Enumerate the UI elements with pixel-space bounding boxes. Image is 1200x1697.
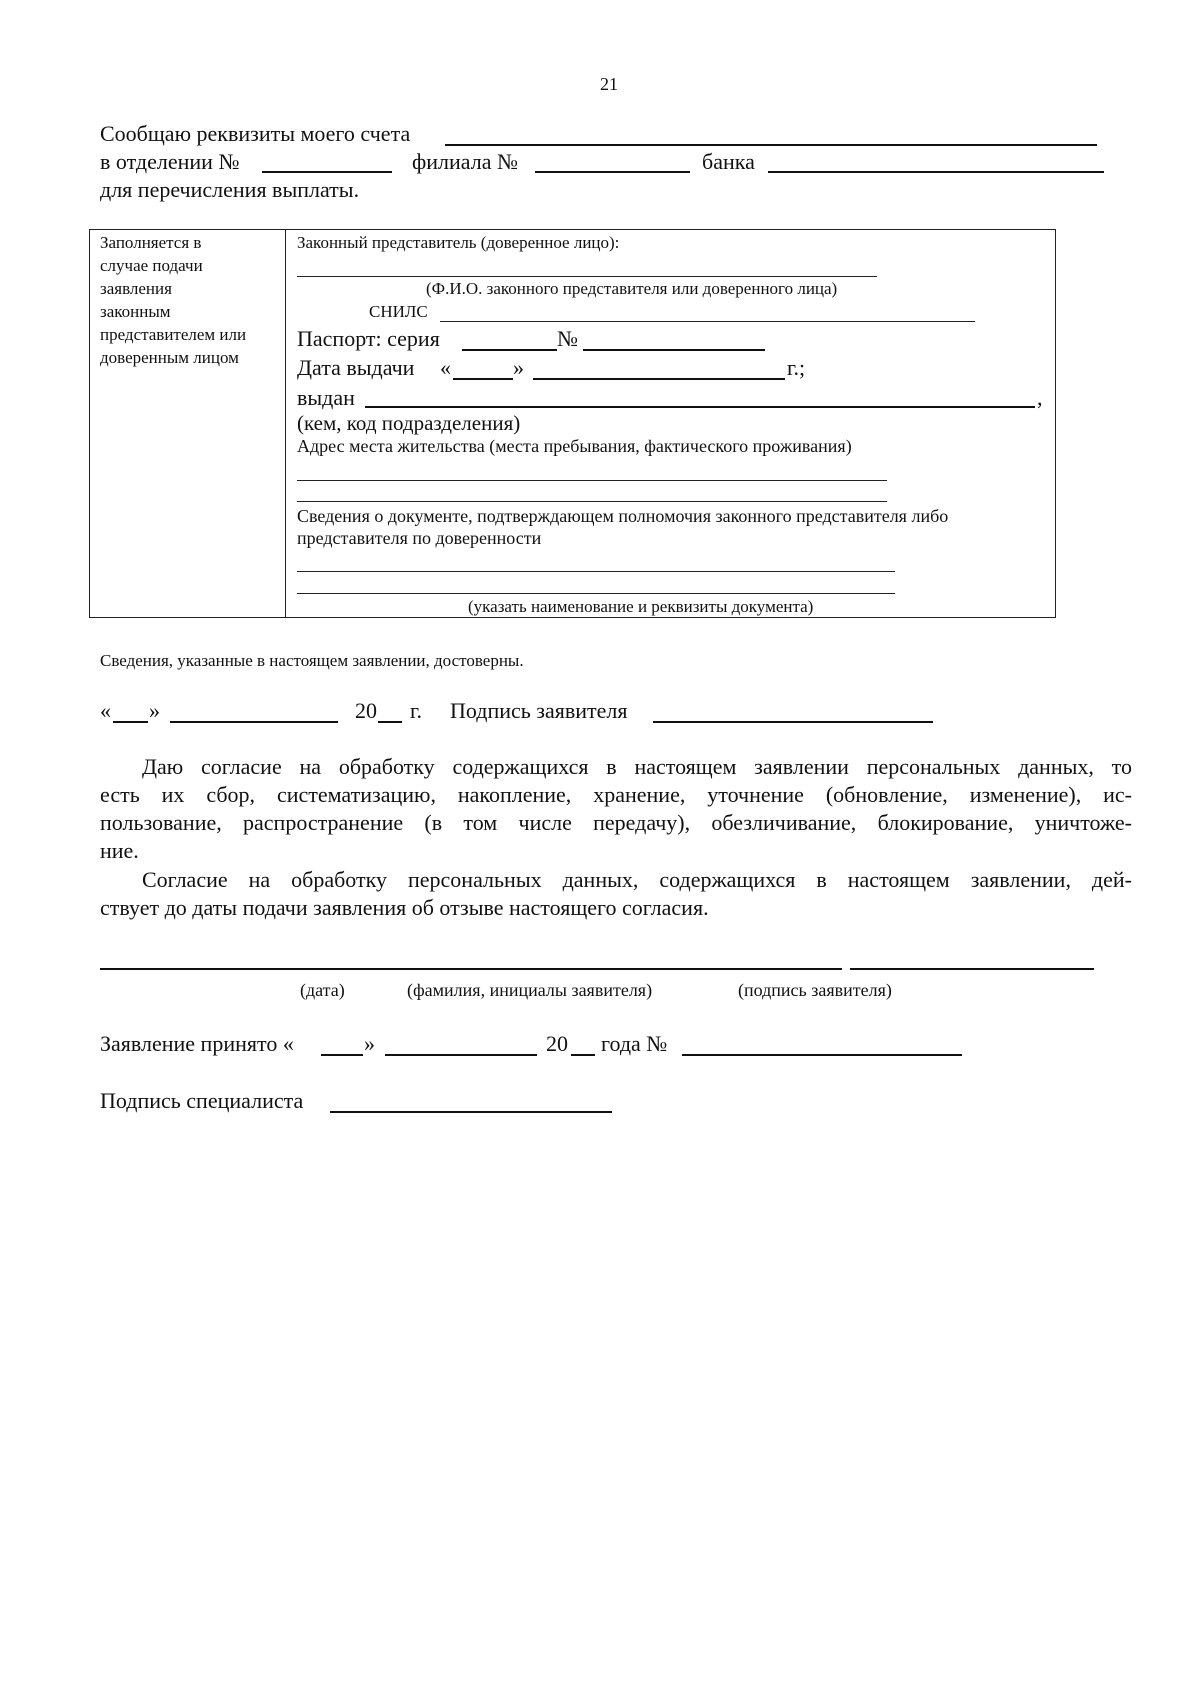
accepted-month-field[interactable]	[385, 1054, 537, 1056]
issue-date-label: Дата выдачи	[297, 355, 415, 380]
address-label: Адрес места жительства (места пребывания, фактического проживания)	[297, 436, 852, 456]
authority-doc-line-1: Сведения о документе, подтверждающем полномочия законного представителя либо	[297, 506, 949, 526]
accepted-year-field[interactable]	[571, 1054, 595, 1056]
passport-number-field[interactable]	[583, 349, 765, 351]
accepted-quote-close: »	[364, 1031, 375, 1056]
address-field-line-1[interactable]	[297, 480, 887, 481]
issue-date-day-field[interactable]	[453, 378, 513, 380]
passport-number-label: №	[557, 326, 578, 351]
caption-date: (дата)	[300, 980, 345, 1000]
issue-date-quote-close: »	[513, 355, 524, 380]
authority-doc-field-line-2[interactable]	[297, 593, 895, 594]
bank-name-field[interactable]	[768, 171, 1104, 173]
branch-label: филиала №	[412, 149, 518, 174]
issued-by-caption: (кем, код подразделения)	[297, 411, 521, 435]
branch-number-field[interactable]	[535, 171, 690, 173]
consent-line: есть их сбор, систематизацию, накопление, хранение, уточнение (обновление, изменение), ис-	[100, 782, 1132, 807]
reliability-statement: Сведения, указанные в настоящем заявлении, достоверны.	[100, 651, 524, 670]
issue-date-year-suffix: г.;	[787, 355, 806, 380]
applicant-signature-label: Подпись заявителя	[450, 698, 628, 723]
accepted-number-label: года №	[601, 1031, 668, 1056]
consent-line: ствует до даты подачи заявления об отзыве настоящего согласия.	[100, 895, 709, 920]
left-note-line: Заполняется в	[100, 233, 202, 252]
consent-line: Даю согласие на обработку содержащихся в настоящем заявлении персональных данных, то	[142, 754, 1132, 779]
left-note-line: доверенным лицом	[100, 348, 239, 367]
issued-by-label: выдан	[297, 385, 355, 410]
bank-label: банка	[702, 149, 755, 174]
consent-paragraph-1	[100, 753, 1132, 865]
authority-doc-line-2: представителя по доверенности	[297, 528, 542, 548]
consent-line: ние.	[100, 838, 139, 863]
left-note-line: случае подачи	[100, 256, 203, 275]
issued-by-comma: ,	[1037, 385, 1043, 410]
consent-signature-field[interactable]	[850, 968, 1094, 970]
representative-title: Законный представитель (доверенное лицо):	[297, 233, 620, 252]
specialist-signature-field[interactable]	[330, 1111, 612, 1113]
date-year-suffix: г.	[410, 698, 423, 723]
page-number: 21	[600, 74, 618, 94]
caption-name: (фамилия, инициалы заявителя)	[407, 980, 653, 1000]
left-note-line: представителем или	[100, 325, 247, 344]
date-month-field[interactable]	[170, 721, 338, 723]
caption-signature: (подпись заявителя)	[738, 980, 892, 1000]
issued-by-field[interactable]	[365, 406, 1035, 408]
dept-number-field[interactable]	[262, 171, 392, 173]
date-day-field[interactable]	[113, 721, 148, 723]
consent-line: пользование, распространение (в том числе передачу), обезличивание, блокирование, уничтоже-	[100, 810, 1132, 835]
accepted-number-field[interactable]	[682, 1054, 962, 1056]
representative-fio-field[interactable]	[297, 276, 877, 277]
issue-date-quote-open: «	[440, 355, 451, 380]
accepted-year-prefix: 20	[546, 1031, 568, 1056]
passport-series-field[interactable]	[462, 349, 557, 351]
left-note-line: заявления	[100, 279, 172, 298]
account-number-field[interactable]	[445, 144, 1097, 146]
dept-label: в отделении №	[100, 149, 240, 174]
consent-paragraph-2	[100, 866, 1132, 922]
authority-doc-caption: (указать наименование и реквизиты документа)	[468, 597, 814, 616]
consent-date-name-field[interactable]	[100, 968, 842, 970]
applicant-signature-field[interactable]	[653, 721, 933, 723]
date-quote-close: »	[149, 698, 160, 723]
date-year-field[interactable]	[378, 721, 402, 723]
account-line-label: Сообщаю реквизиты моего счета	[100, 121, 411, 146]
address-field-line-2[interactable]	[297, 501, 887, 502]
fio-caption: (Ф.И.О. законного представителя или доверенного лица)	[426, 279, 838, 298]
date-quote-open: «	[100, 698, 111, 723]
consent-line: Согласие на обработку персональных данных, содержащихся в настоящем заявлении, дей-	[142, 867, 1132, 892]
snils-label: СНИЛС	[369, 302, 428, 321]
passport-series-label: Паспорт: серия	[297, 326, 440, 351]
representative-box-divider	[285, 229, 286, 618]
accepted-label: Заявление принято «	[100, 1031, 294, 1056]
authority-doc-field-line-1[interactable]	[297, 571, 895, 572]
issue-date-month-year-field[interactable]	[533, 378, 785, 380]
left-note-line: законным	[100, 302, 171, 321]
date-year-prefix: 20	[355, 698, 377, 723]
accepted-day-field[interactable]	[321, 1054, 363, 1056]
specialist-signature-label: Подпись специалиста	[100, 1088, 304, 1113]
payment-purpose: для перечисления выплаты.	[100, 177, 360, 202]
snils-field[interactable]	[440, 321, 975, 322]
